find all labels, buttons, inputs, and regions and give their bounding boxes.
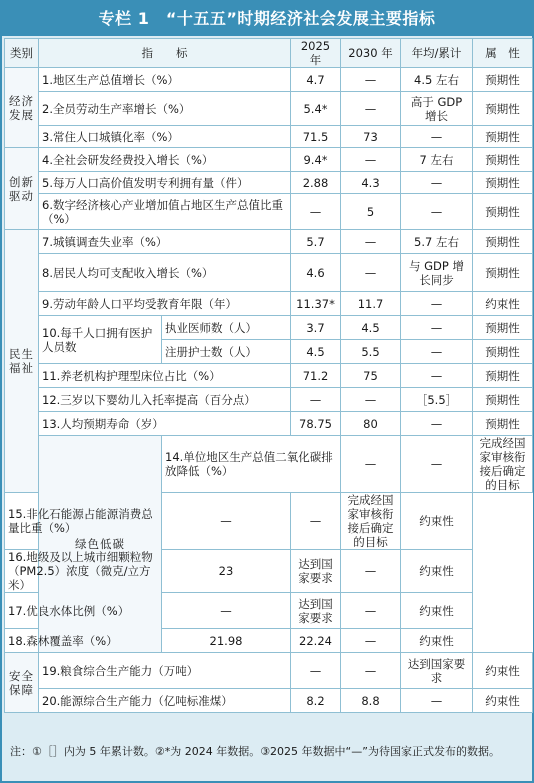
value-avg: — [341,550,401,593]
table-row [5,629,533,653]
value-2025: 11.37* [291,292,341,316]
category-liveli: 民生福祉 [5,230,39,493]
header-row [5,39,533,68]
value-attr: 预期性 [473,126,533,148]
indicator-cell: 15.非化石能源占能源消费总量比重（%） [5,493,162,550]
indicator-cell: 14.单位地区生产总值二氧化碳排放降低（%） [162,436,341,493]
table-row [5,172,533,194]
indicator-cell: 12.三岁以下婴幼儿入托率提高（百分点） [39,388,291,412]
value-avg: 7 左右 [401,148,473,172]
value-attr: 约束性 [473,292,533,316]
value-attr: 预期性 [473,172,533,194]
indicator-cell: 2.全员劳动生产率增长（%） [39,92,291,126]
value-2030: 22.24 [291,629,341,653]
indicator-cell: 16.地级及以上城市细颗粒物（PM2.5）浓度（微克/立方米） [5,550,162,593]
value-attr: 预期性 [473,340,533,364]
sub-indicator-cell: 注册护士数（人） [162,340,291,364]
indicator-cell: 5.每万人口高价值发明专利拥有量（件） [39,172,291,194]
value-2025: — [162,493,291,550]
table-row [5,316,533,340]
value-2030: — [341,230,401,254]
indicator-cell: 18.森林覆盖率（%） [5,629,162,653]
value-2030: 达到国家要求 [291,593,341,629]
indicator-cell: 20.能源综合生产能力（亿吨标准煤） [39,689,291,713]
value-avg: — [401,412,473,436]
table-row [5,148,533,172]
value-avg: — [401,364,473,388]
value-2030: 4.5 [341,316,401,340]
table-row [5,68,533,92]
footnote: 注：①［］内为 5 年累计数。②*为 2024 年数据。③2025 年数据中“—”为待国家正式发布的数据。 [10,745,500,758]
category-secure: 安全保障 [5,653,39,713]
value-attr: 预期性 [473,194,533,230]
indicator-cell: 13.人均预期寿命（岁） [39,412,291,436]
value-2030: — [341,68,401,92]
table-row [5,126,533,148]
value-avg: 5.7 左右 [401,230,473,254]
value-2025: 71.5 [291,126,341,148]
indicator-cell: 17.优良水体比例（%） [5,593,162,629]
value-2030: — [341,388,401,412]
table-row [5,653,533,689]
indicator-cell: 11.养老机构护理型床位占比（%） [39,364,291,388]
value-2025: 71.2 [291,364,341,388]
value-avg: 完成经国家审核衔接后确定的目标 [473,436,533,493]
value-2030: 80 [341,412,401,436]
value-avg: — [401,316,473,340]
category-green: 绿色低碳 [39,436,162,653]
value-avg: — [401,340,473,364]
category-econ: 经济发展 [5,68,39,148]
indicator-cell: 19.粮食综合生产能力（万吨） [39,653,291,689]
value-2025: 21.98 [162,629,291,653]
value-2025: 78.75 [291,412,341,436]
value-attr: 预期性 [473,316,533,340]
value-2030: — [341,254,401,292]
table-row [5,92,533,126]
value-2025: — [341,436,401,493]
indicator-cell: 9.劳动年龄人口平均受教育年限（年） [39,292,291,316]
value-2025: 2.88 [291,172,341,194]
table-row [5,254,533,292]
table-row [5,689,533,713]
value-2030: — [401,436,473,493]
indicator-cell: 3.常住人口城镇化率（%） [39,126,291,148]
value-avg: ［5.5］ [401,388,473,412]
table-row [5,230,533,254]
indicator-cell: 10.每千人口拥有医护人员数 [39,316,162,364]
indicator-table [4,38,533,713]
indicator-cell: 8.居民人均可支配收入增长（%） [39,254,291,292]
table-row [5,292,533,316]
value-attr: 约束性 [401,629,473,653]
value-attr: 预期性 [473,230,533,254]
indicator-cell: 6.数字经济核心产业增加值占地区生产总值比重（%） [39,194,291,230]
value-2025: 5.4* [291,92,341,126]
value-2030: 5.5 [341,340,401,364]
value-avg: 高于 GDP 增长 [401,92,473,126]
value-2030: — [291,493,341,550]
value-avg: — [401,689,473,713]
value-2025: 5.7 [291,230,341,254]
value-attr: 预期性 [473,254,533,292]
value-attr: 预期性 [473,364,533,388]
panel-title: 专栏 1 “十五五”时期经济社会发展主要指标 [2,2,532,36]
value-attr: 约束性 [401,593,473,629]
value-2025: — [291,653,341,689]
value-avg: — [341,593,401,629]
value-avg: — [401,292,473,316]
indicator-cell: 1.地区生产总值增长（%） [39,68,291,92]
header-2025: 2025 年 [291,39,341,68]
header-avg: 年均/累计 [401,39,473,68]
table-row [5,593,533,629]
value-2025: 4.5 [291,340,341,364]
value-2025: — [291,194,341,230]
value-2030: 8.8 [341,689,401,713]
indicator-cell: 7.城镇调查失业率（%） [39,230,291,254]
value-2025: 4.6 [291,254,341,292]
header-category: 类别 [5,39,39,68]
value-2030: 75 [341,364,401,388]
value-attr: 预期性 [473,388,533,412]
value-attr: 约束性 [473,653,533,689]
value-2025: 9.4* [291,148,341,172]
table-row [5,550,533,593]
value-avg: — [341,629,401,653]
value-2030: 5 [341,194,401,230]
value-2030: — [341,148,401,172]
value-avg: 4.5 左右 [401,68,473,92]
value-attr: 预期性 [473,92,533,126]
header-2030: 2030 年 [341,39,401,68]
value-2030: 达到国家要求 [291,550,341,593]
value-attr: 预期性 [473,148,533,172]
value-2030: 4.3 [341,172,401,194]
value-attr: 预期性 [473,412,533,436]
value-avg: 达到国家要求 [401,653,473,689]
value-avg: — [401,194,473,230]
value-2030: — [341,653,401,689]
value-attr: 约束性 [401,493,473,550]
header-attr: 属 性 [473,39,533,68]
value-2025: 3.7 [291,316,341,340]
value-2025: 8.2 [291,689,341,713]
value-attr: 约束性 [401,550,473,593]
table-row [5,194,533,230]
table-row [5,412,533,436]
table-row [5,388,533,412]
header-indicator: 指 标 [39,39,291,68]
table-row [5,364,533,388]
value-2030: 73 [341,126,401,148]
value-2030: — [341,92,401,126]
value-2025: 4.7 [291,68,341,92]
table-row [5,436,533,493]
sub-indicator-cell: 执业医师数（人） [162,316,291,340]
value-attr: 预期性 [473,68,533,92]
category-innov: 创新驱动 [5,148,39,230]
indicator-cell: 4.全社会研发经费投入增长（%） [39,148,291,172]
value-avg: 完成经国家审核衔接后确定的目标 [341,493,401,550]
value-2025: 23 [162,550,291,593]
value-2030: 11.7 [341,292,401,316]
value-avg: 与 GDP 增长同步 [401,254,473,292]
value-2025: — [162,593,291,629]
value-2025: — [291,388,341,412]
value-attr: 约束性 [473,689,533,713]
value-avg: — [401,126,473,148]
value-avg: — [401,172,473,194]
